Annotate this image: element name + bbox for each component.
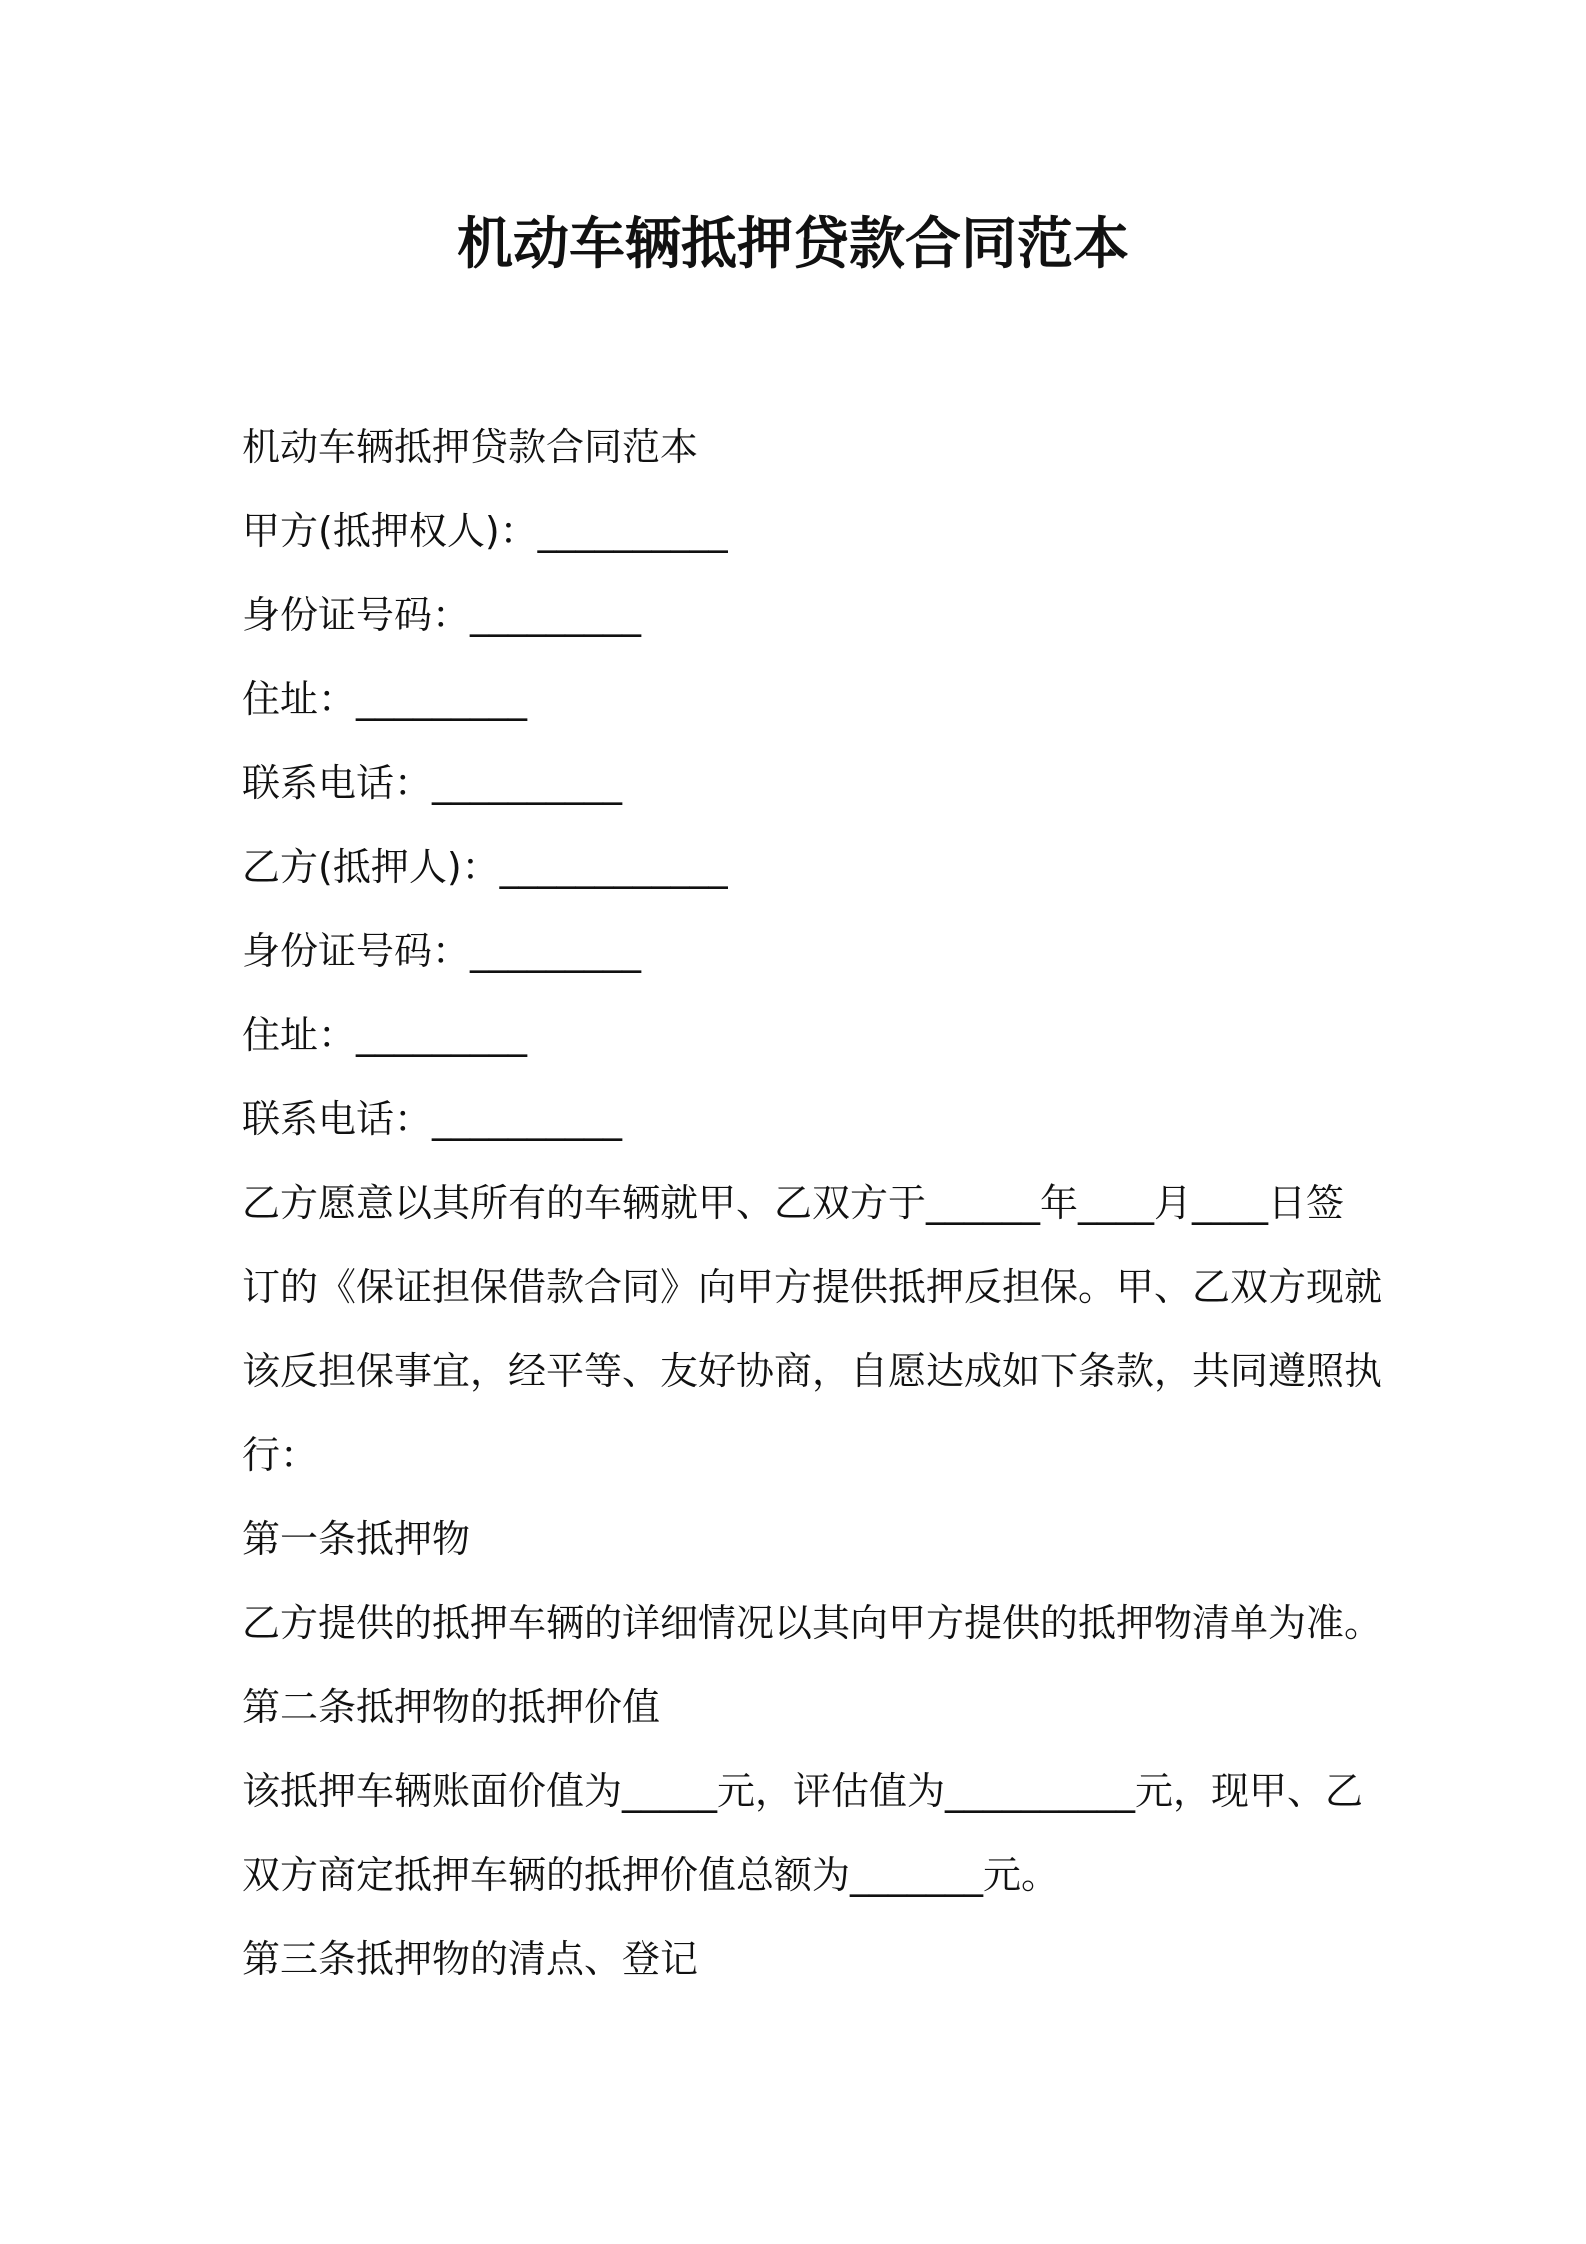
article-2-text-line: 该抵押车辆账面价值为_____元，评估值为__________元，现甲、乙 <box>242 1769 1364 1813</box>
party-b-line: 乙方(抵押人)：____________ <box>242 845 728 889</box>
article-2-text-line: 双方商定抵押车辆的抵押价值总额为_______元。 <box>242 1853 1060 1897</box>
party-b-id-line: 身份证号码：_________ <box>242 929 642 973</box>
party-b-phone-line: 联系电话：__________ <box>242 1097 623 1141</box>
party-a-id-line: 身份证号码：_________ <box>242 593 642 637</box>
document-body <box>242 405 1383 2001</box>
party-a-address-line: 住址：_________ <box>242 677 528 721</box>
article-1-text: 乙方提供的抵押车辆的详细情况以其向甲方提供的抵押物清单为准。 <box>242 1601 1383 1645</box>
party-b-address-line: 住址：_________ <box>242 1013 528 1057</box>
preamble-line: 该反担保事宜，经平等、友好协商，自愿达成如下条款，共同遵照执 <box>242 1349 1383 1393</box>
party-a-line: 甲方(抵押权人)：__________ <box>242 509 728 553</box>
article-3-heading: 第三条抵押物的清点、登记 <box>242 1937 699 1981</box>
preamble-line: 订的《保证担保借款合同》向甲方提供抵押反担保。甲、乙双方现就 <box>242 1265 1383 1309</box>
party-a-phone-line: 联系电话：__________ <box>242 761 623 805</box>
preamble-line: 行： <box>242 1433 319 1477</box>
subtitle-line: 机动车辆抵押贷款合同范本 <box>242 425 699 469</box>
document-title: 机动车辆抵押贷款合同范本 <box>457 212 1129 277</box>
preamble-line: 乙方愿意以其所有的车辆就甲、乙双方于______年____月____日签 <box>242 1181 1345 1225</box>
article-2-heading: 第二条抵押物的抵押价值 <box>242 1685 661 1729</box>
article-1-heading: 第一条抵押物 <box>242 1517 471 1561</box>
